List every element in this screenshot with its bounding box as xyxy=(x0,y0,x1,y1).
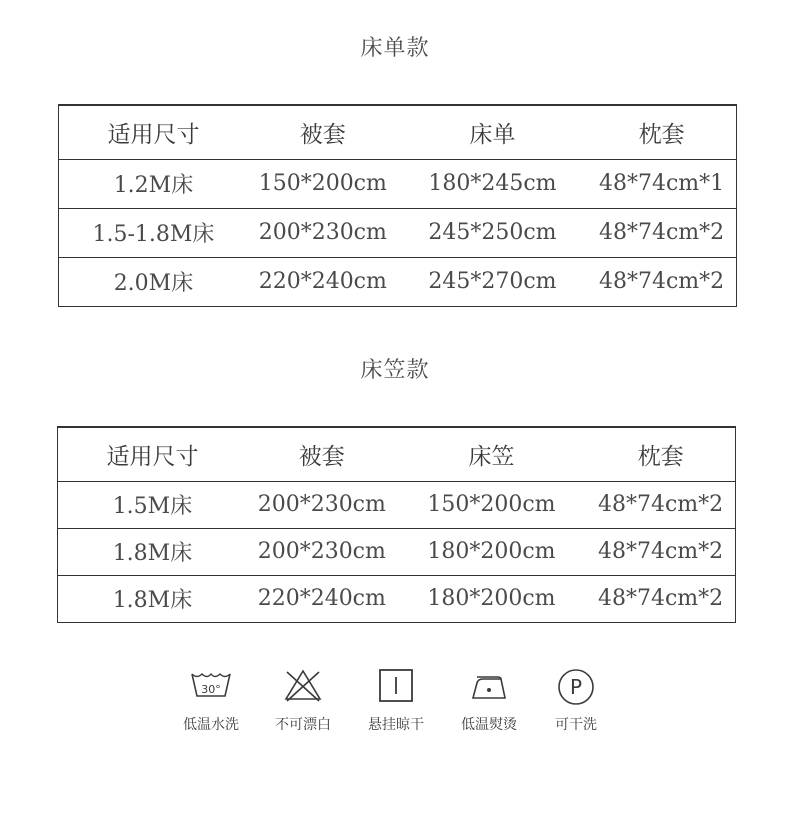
care-label: 不可漂白 xyxy=(275,717,331,733)
cell-pillow: 48*74cm*2 xyxy=(599,269,725,294)
table-header-row xyxy=(58,427,736,481)
header-size: 适用尺寸 xyxy=(107,121,200,148)
cell-duvet: 200*230cm xyxy=(258,220,387,245)
care-item-dry-clean xyxy=(536,668,616,734)
cell-duvet: 150*200cm xyxy=(258,171,387,196)
cell-duvet: 220*240cm xyxy=(257,586,386,611)
table-row xyxy=(59,159,737,208)
header-bedsheet: 床单 xyxy=(469,121,516,148)
hang-dry-icon xyxy=(374,668,418,702)
bedsheet-size-table xyxy=(58,104,737,307)
cell-fitted: 150*200cm xyxy=(427,492,556,517)
cell-duvet: 200*230cm xyxy=(257,492,386,517)
table-row xyxy=(59,257,737,306)
wash-30-icon xyxy=(189,668,233,702)
care-item-no-bleach xyxy=(263,668,343,734)
dry-clean-letter: P xyxy=(569,675,583,699)
no-bleach-icon xyxy=(281,668,325,702)
dry-clean-p-icon xyxy=(554,668,598,706)
care-label: 低温水洗 xyxy=(183,717,239,733)
care-label: 可干洗 xyxy=(555,717,597,733)
cell-duvet: 200*230cm xyxy=(257,539,386,564)
care-item-hang-dry xyxy=(356,668,436,734)
cell-size: 1.5M床 xyxy=(112,494,193,519)
table-row xyxy=(58,575,736,622)
cell-pillow: 48*74cm*2 xyxy=(598,586,724,611)
cell-pillow: 48*74cm*1 xyxy=(599,171,725,196)
cell-size: 1.5-1.8M床 xyxy=(92,222,215,247)
wash-temp-text: 30° xyxy=(201,683,221,696)
fitted-size-table xyxy=(57,426,736,623)
cell-size: 1.2M床 xyxy=(113,173,194,198)
table-row xyxy=(59,208,737,257)
header-pillowcase: 枕套 xyxy=(638,121,685,148)
cell-sheet: 245*270cm xyxy=(428,269,557,294)
table-header-row xyxy=(59,105,737,159)
cell-sheet: 180*245cm xyxy=(428,171,557,196)
cell-size: 1.8M床 xyxy=(112,588,193,613)
cell-pillow: 48*74cm*2 xyxy=(599,220,725,245)
table-row xyxy=(58,528,736,575)
cell-pillow: 48*74cm*2 xyxy=(598,492,724,517)
table-row xyxy=(58,481,736,528)
cell-size: 1.8M床 xyxy=(112,541,193,566)
header-duvet-cover: 被套 xyxy=(298,443,345,470)
header-fitted-sheet: 床笠 xyxy=(468,443,515,470)
care-label: 低温熨烫 xyxy=(461,717,517,733)
care-item-wash xyxy=(171,668,251,734)
cell-fitted: 180*200cm xyxy=(427,539,556,564)
fitted-section-title: 床笠款 xyxy=(360,358,430,383)
cell-duvet: 220*240cm xyxy=(258,269,387,294)
header-size: 适用尺寸 xyxy=(106,443,199,470)
care-item-low-iron xyxy=(449,668,529,734)
cell-sheet: 245*250cm xyxy=(428,220,557,245)
header-duvet-cover: 被套 xyxy=(299,121,346,148)
bedsheet-section-title: 床单款 xyxy=(360,36,430,61)
header-pillowcase: 枕套 xyxy=(637,443,684,470)
low-iron-icon xyxy=(467,668,511,702)
cell-pillow: 48*74cm*2 xyxy=(598,539,724,564)
cell-fitted: 180*200cm xyxy=(427,586,556,611)
cell-size: 2.0M床 xyxy=(113,271,194,296)
care-label: 悬挂晾干 xyxy=(368,717,424,733)
